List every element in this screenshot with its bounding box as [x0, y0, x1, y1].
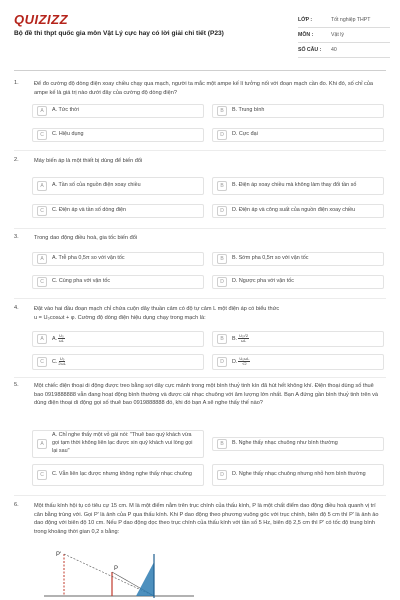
meta-value: Vật lý: [331, 32, 344, 38]
option-d[interactable]: [212, 354, 384, 370]
question-text-line: u = U₀cosωt + φ. Cường độ dòng điện hiệu dụng chạy trong mạch là:: [34, 314, 206, 321]
option-c[interactable]: [32, 464, 204, 486]
option-c[interactable]: [32, 204, 204, 218]
question-text: Trong dao động điều hoà, gia tốc biến đổi: [34, 235, 138, 241]
option-letter: C: [37, 470, 47, 480]
question-text: Máy biến áp là một thiết bị dùng để biến đổi: [34, 158, 143, 164]
option-letter: B: [217, 334, 227, 344]
question-number: 6.: [14, 502, 19, 508]
fraction-denominator: √2: [242, 361, 247, 367]
quizizz-logo: QUIZIZZ: [14, 12, 69, 27]
option-text: C. Hiệu dụng: [52, 131, 84, 138]
option-a[interactable]: [32, 177, 204, 195]
option-b[interactable]: [212, 331, 384, 347]
option-a[interactable]: [32, 430, 204, 458]
question-3: [14, 234, 386, 298]
fraction: [238, 357, 250, 366]
option-letter: D: [217, 277, 227, 287]
meta-value: 40: [331, 47, 337, 53]
fraction-denominator: 2ωL: [58, 361, 66, 367]
worksheet-header: [0, 0, 400, 72]
option-text: C. Cùng pha với vận tốc: [52, 278, 111, 285]
label-p: P: [114, 566, 119, 572]
option-text: C. Điện áp và tần số dòng điện: [52, 207, 127, 214]
fraction: [58, 357, 66, 366]
lens-diagram: [44, 550, 194, 600]
option-d[interactable]: [212, 464, 384, 486]
meta-key: SỐ CÂU :: [298, 47, 322, 53]
fraction-numerator: U₀√2: [239, 333, 249, 339]
option-text: A. Trễ pha 0,5π so với vận tốc: [52, 255, 125, 262]
option-letter: A: [37, 439, 47, 449]
fraction-numerator: U₀: [59, 356, 65, 362]
fraction: [58, 334, 65, 343]
option-text: D. Điện áp và công suất của nguồn điện xoay chiều: [232, 207, 356, 214]
fraction-numerator: U₀: [59, 333, 64, 339]
question-number: 1.: [14, 80, 19, 86]
option-prefix: C.: [52, 359, 58, 366]
option-a[interactable]: [32, 331, 204, 347]
meta-row-subject: [298, 28, 390, 43]
option-prefix: B.: [232, 336, 238, 343]
option-b[interactable]: [212, 104, 384, 118]
question-divider: [14, 298, 386, 299]
option-text: D. Cực đại: [232, 131, 258, 138]
option-text: B. Nghe thấy nhạc chuông như bình thường: [232, 440, 338, 447]
question-2: [14, 157, 386, 229]
label-p-prime: P': [56, 552, 62, 558]
question-6: [14, 502, 386, 600]
option-text: [232, 334, 253, 344]
fraction-denominator: ωL: [240, 338, 247, 344]
option-text: D. Ngược pha với vận tốc: [232, 278, 294, 285]
option-c[interactable]: [32, 354, 204, 370]
option-letter: C: [37, 277, 47, 287]
meta-key: MÔN :: [298, 32, 314, 38]
option-letter: B: [217, 181, 227, 191]
option-text: A. Tần số của nguồn điện xoay chiều: [52, 182, 141, 189]
option-text: C. Vẫn liên lạc được nhưng không nghe thấy nhạc chuông: [52, 471, 192, 478]
option-text: A. Chỉ nghe thấy một vỏ gái nói: "Thuê bao quý khách vừa gọi tạm thời không liên lạc được xin quý khách vui lòng gọi lại sau": [52, 432, 193, 454]
option-c[interactable]: [32, 128, 204, 142]
worksheet-title: Bộ đề thi thpt quốc gia môn Vật Lý cực hay có lời giải chi tiết (P23): [14, 30, 224, 37]
question-number: 2.: [14, 157, 19, 163]
header-divider: [14, 70, 386, 71]
question-number: 5.: [14, 382, 19, 388]
meta-row-count: [298, 43, 390, 58]
option-d[interactable]: [212, 275, 384, 289]
fraction-numerator: U₀ωL: [239, 356, 250, 362]
option-a[interactable]: [32, 252, 204, 266]
question-text-line: Đặt vào hai đầu đoạn mạch chỉ chứa cuộn dây thuần cảm có độ tự cảm L một điện áp có biểu thức: [34, 306, 280, 312]
question-text: Một thấu kính hội tụ có tiêu cự 15 cm. M là một điểm nằm trên trục chính của thấu kính, P là một chất điểm dao động điều hoà quanh vị trí cân bằng trùng với. Gọi P' là ảnh của P qua thấu kính. Khi P dao động theo phương vuông góc với trục chính, biên độ 5 cm thì P' là ảnh ảo dao động với biên độ 10 cm. Nếu P dao động dọc theo trục chính của thấu kính với tần số 5 Hz, biên độ 2,5 cm thì P' có tốc độ trung bình trong khoảng thời gian 0,2 s bằng:: [34, 503, 379, 535]
question-4: [14, 305, 386, 377]
question-number: 4.: [14, 305, 19, 311]
option-letter: B: [217, 106, 227, 116]
question-5: [14, 382, 386, 492]
fraction-denominator: ωL: [58, 338, 65, 344]
option-letter: A: [37, 334, 47, 344]
option-letter: B: [217, 254, 227, 264]
option-prefix: A.: [52, 336, 58, 343]
option-c[interactable]: [32, 275, 204, 289]
fraction: [238, 334, 249, 343]
option-prefix: D.: [232, 359, 238, 366]
question-divider: [14, 495, 386, 496]
lens-shape: [136, 562, 154, 596]
meta-value: Tốt nghiệp THPT: [331, 17, 371, 23]
option-letter: D: [217, 357, 227, 367]
option-letter: A: [37, 254, 47, 264]
question-text: [34, 305, 384, 322]
option-letter: D: [217, 130, 227, 140]
option-text: [52, 334, 69, 344]
option-letter: D: [217, 470, 227, 480]
option-b[interactable]: [212, 177, 384, 195]
option-letter: D: [217, 206, 227, 216]
question-divider: [14, 228, 386, 229]
question-divider: [14, 377, 386, 378]
option-text: [52, 357, 70, 367]
option-letter: A: [37, 181, 47, 191]
option-letter: C: [37, 206, 47, 216]
option-b[interactable]: [212, 252, 384, 266]
question-text: Để đo cường độ dòng điện xoay chiều chạy qua mạch, người ta mắc một ampe kế lí tưởng nối với đoạn mạch cần đo. Khi đó, số chỉ của ampe kế là giá trị nào dưới đây của cường độ dòng điện?: [34, 81, 374, 96]
option-letter: A: [37, 106, 47, 116]
option-text: A. Tức thời: [52, 107, 79, 114]
worksheet-meta: [298, 13, 390, 58]
option-b[interactable]: [212, 437, 384, 451]
option-a[interactable]: [32, 104, 204, 118]
question-1: [14, 80, 386, 150]
question-number: 3.: [14, 234, 19, 240]
option-text: D. Nghe thấy nhạc chuông nhưng nhỏ hơn bình thường: [232, 471, 366, 478]
option-text: [232, 357, 254, 367]
meta-key: LỚP :: [298, 17, 313, 23]
option-letter: C: [37, 357, 47, 367]
question-text: Một chiếc điện thoại di động được treo bằng sợi dây cực mảnh trong một bình thuỷ tinh kín đã hút hết không khí. Điện thoại dùng số thuê bao 0919888888 vẫn đang hoạt động bình thường và được cài nhạc chuông với âm lượng lớn nhất. Bạn A đứng gần bình thuỷ tinh trên và dùng điện thoại di động gọi số thuê bao 0919888888 đó, khi đó bạn A sẽ nghe thấy thế nào?: [34, 383, 379, 407]
meta-row-class: [298, 13, 390, 28]
option-text: B. Trung bình: [232, 107, 265, 114]
question-divider: [14, 150, 386, 151]
option-letter: C: [37, 130, 47, 140]
option-d[interactable]: [212, 204, 384, 218]
option-text: B. Điện áp xoay chiều mà không làm thay đổi tần số: [232, 182, 357, 189]
option-text: B. Sớm pha 0,5π so với vận tốc: [232, 255, 309, 262]
option-letter: B: [217, 439, 227, 449]
option-d[interactable]: [212, 128, 384, 142]
